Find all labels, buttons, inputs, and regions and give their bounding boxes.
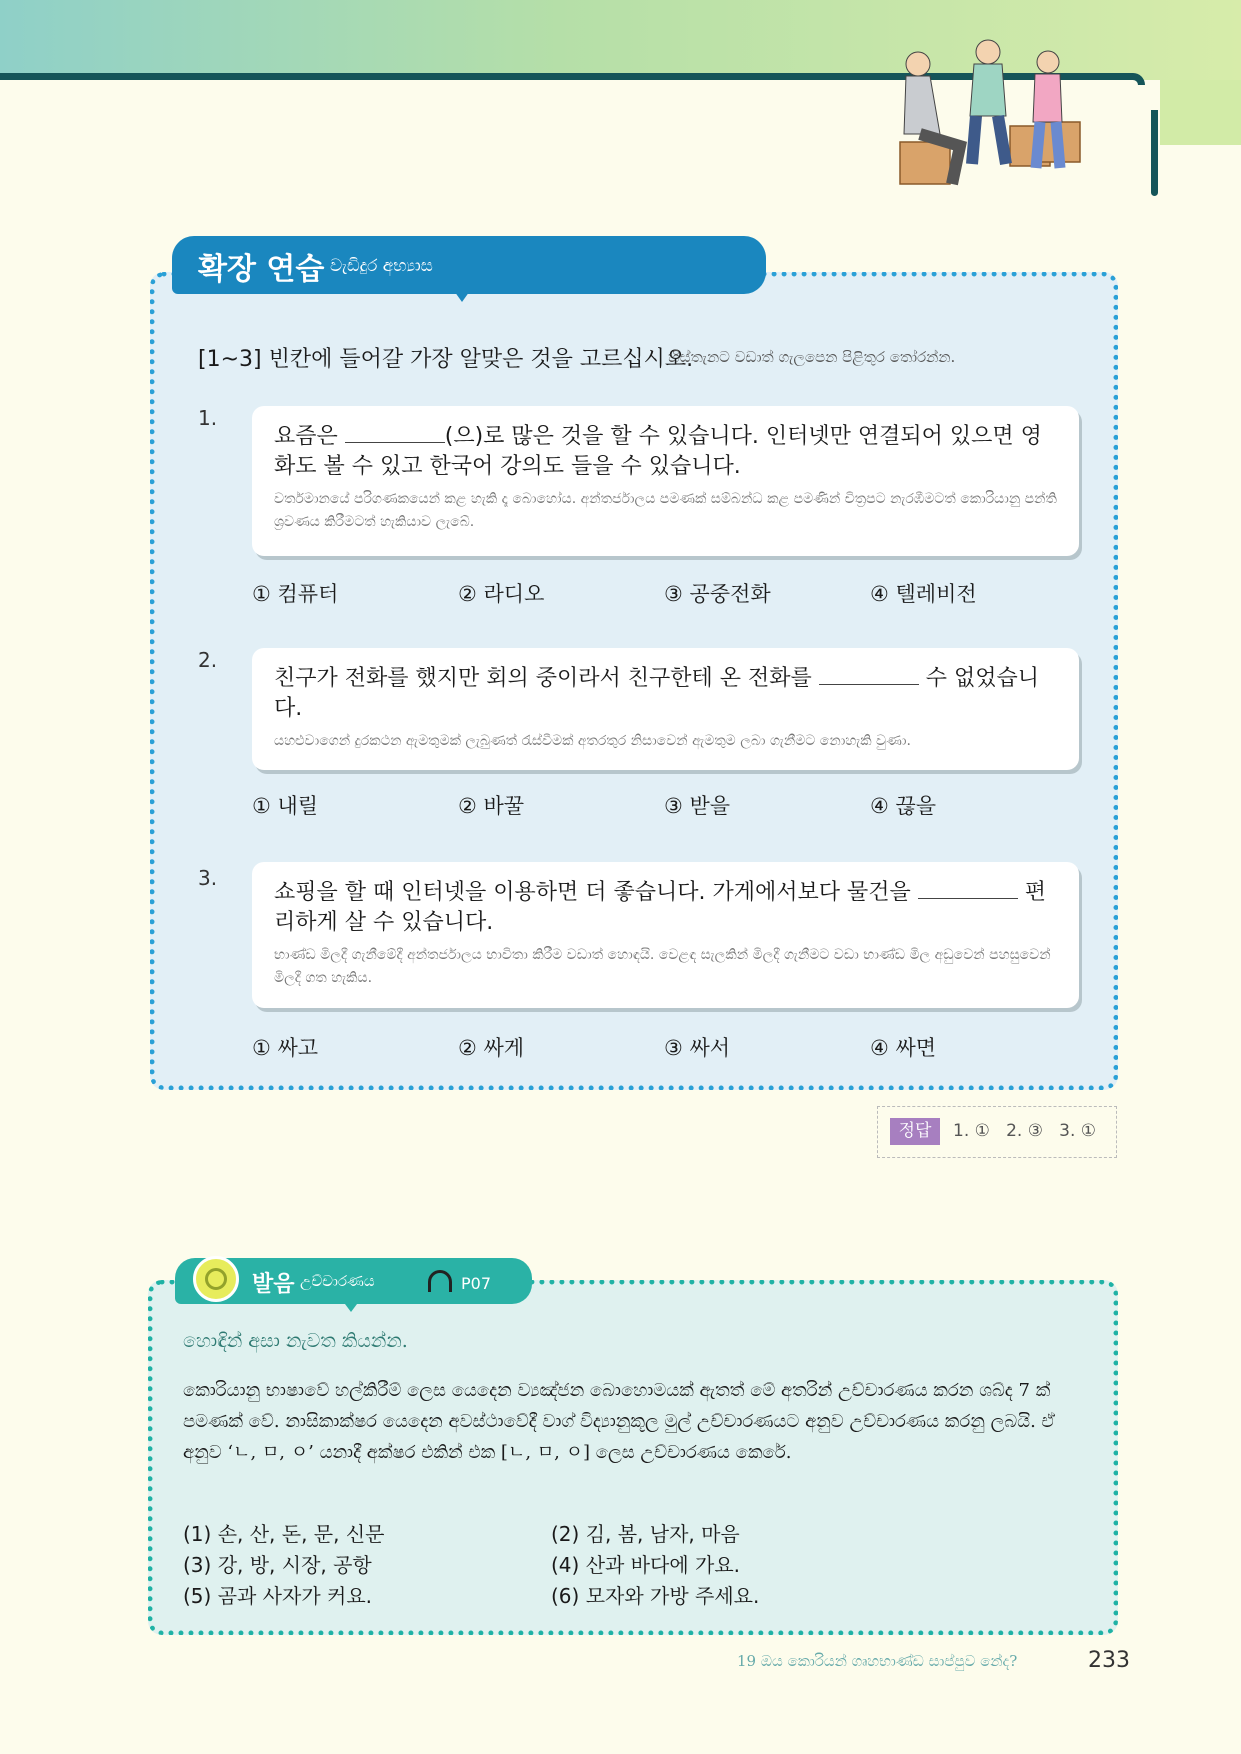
- option[interactable]: ② 싸게: [458, 1036, 525, 1060]
- audio-track-label[interactable]: P07: [461, 1274, 492, 1293]
- pronunciation-explanation: කොරියානු භාෂාවේ හල්කිරීම් ලෙස යෙදෙන ව්‍යඤ්ජන බොහොමයක් ඇතත් මේ අතරින් උච්චාරණය කරන ශබ්ද 7 ක් පමණක් වේ. නාසිකාක්ෂර යෙදෙන අවස්ථාවේදී වාග් විද්‍යානුකූල මුල් උච්චාරණයට අනුව උච්චාරණය කරනු ලබයි. ඒ අනුව ‘ㄴ, ㅁ, ㅇ’ යනාදී අක්ෂර එකින් එක [ㄴ, ㅁ, ㅇ] ලෙස උච්චාරණය කෙරේ.: [183, 1380, 1055, 1463]
- question-card: [252, 862, 1079, 1008]
- instruction: [1~3] 빈칸에 들어갈 가장 알맞은 것을 고르십시오.: [198, 347, 694, 372]
- question-text-after: 편리하게 살 수 있습니다.: [274, 880, 1047, 935]
- page-number: 233: [1088, 1648, 1130, 1673]
- tab-notch: [342, 1300, 360, 1312]
- tab-notch: [452, 288, 472, 302]
- question-translation: යහළුවාගෙන් දුරකථන ඇමතුමක් ලැබුණත් රැස්වීමක් අතරතුර නිසාවෙන් ඇමතුම ලබා ගැනීමට නොහැකි වුණා.: [274, 733, 911, 749]
- option[interactable]: ④ 싸면: [870, 1036, 937, 1060]
- question-text-before: 쇼핑을 할 때 인터넷을 이용하면 더 좋습니다. 가게에서보다 물건을: [274, 880, 911, 905]
- header-corner: [1160, 80, 1241, 145]
- list-item: (5) 곰과 사자가 커요.: [183, 1584, 372, 1608]
- question-translation: වර්තමානයේ පරිගණකයෙන් කළ හැකි දෑ බොහෝය. අන්තර්ජාලය පමණක් සම්බන්ධ කළ පමණින් චිත්‍රපට නැරඹීමටත් කොරියානු පන්ති ශ්‍රවණය කිරීමටත් හැකියාව ලැබේ.: [274, 491, 1057, 530]
- option[interactable]: ① 싸고: [252, 1036, 319, 1060]
- question-text: [274, 878, 1057, 938]
- question-translation: භාණ්ඩ මිලදී ගැනීමේදී අන්තර්ජාලය භාවිතා කිරීම වඩාත් හොඳයි. වෙළඳ සැලකින් මිලදී ගැනීමට වඩා භාණ්ඩ මිල අඩුවෙන් පහසුවෙන් මිලදී ගත හැකිය.: [274, 947, 1051, 986]
- question-text: [274, 664, 1057, 724]
- question-card: [252, 648, 1079, 770]
- question-number: 3.: [198, 866, 218, 890]
- question-card: [252, 406, 1079, 556]
- option[interactable]: ② 라디오: [458, 582, 545, 606]
- list-item: (3) 강, 방, 시장, 공항: [183, 1553, 372, 1577]
- list-item: (6) 모자와 가방 주세요.: [551, 1584, 760, 1608]
- answer-blank: [819, 666, 919, 685]
- option[interactable]: ① 내릴: [252, 794, 319, 818]
- lesson-footer: 19 ඔය කොරියන් ගෘහභාණ්ඩ සාප්පුව නේද?: [737, 1652, 1018, 1670]
- question-text-after: (으)로 많은 것을 할 수 있습니다. 인터넷만 연결되어 있으면 영화도 볼 수 있고 한국어 강의도 들을 수 있습니다.: [274, 424, 1042, 479]
- option[interactable]: ③ 받을: [664, 794, 731, 818]
- question-text-before: 요즘은: [274, 424, 338, 449]
- header-line-drop: [1151, 110, 1158, 196]
- list-item: (1) 손, 산, 돈, 문, 신문: [183, 1522, 385, 1546]
- option[interactable]: ① 컴퓨터: [252, 582, 339, 606]
- pronunciation-title: 발음: [252, 1272, 295, 1297]
- target-icon: [193, 1256, 239, 1302]
- question-number: 2.: [198, 648, 218, 672]
- option[interactable]: ④ 텔레비전: [870, 582, 977, 606]
- option[interactable]: ③ 싸서: [664, 1036, 731, 1060]
- question-text-before: 친구가 전화를 했지만 회의 중이라서 친구한테 온 전화를: [274, 666, 812, 691]
- headphone-icon[interactable]: [428, 1270, 452, 1292]
- question-text-after: 수 없었습니다.: [274, 666, 1040, 721]
- instruction-translation: හිස්තැනට වඩාත් ගැලපෙන පිළිතුර තෝරන්න.: [668, 348, 956, 366]
- question-number: 1.: [198, 406, 218, 430]
- question-text: [274, 422, 1057, 482]
- pronunciation-subtitle: උච්චාරණය: [300, 1272, 375, 1290]
- section-subtitle: වැඩිදුර අභ්‍යාස: [330, 256, 433, 276]
- list-item: (2) 김, 봄, 남자, 마음: [551, 1522, 740, 1546]
- option[interactable]: ④ 끊을: [870, 794, 937, 818]
- option[interactable]: ③ 공중전화: [664, 582, 771, 606]
- section-title: 확장 연습: [198, 252, 325, 287]
- answer-blank: [918, 880, 1018, 899]
- answer-blank: [345, 424, 445, 443]
- option[interactable]: ② 바꿀: [458, 794, 525, 818]
- list-item: (4) 산과 바다에 가요.: [551, 1553, 740, 1577]
- answer-badge: 정답: [890, 1118, 940, 1145]
- pronunciation-heading: හොඳින් අසා නැවත කියන්න.: [183, 1330, 408, 1352]
- people-illustration: [890, 34, 1100, 194]
- answer-values: 1. ① 2. ③ 3. ①: [953, 1121, 1097, 1141]
